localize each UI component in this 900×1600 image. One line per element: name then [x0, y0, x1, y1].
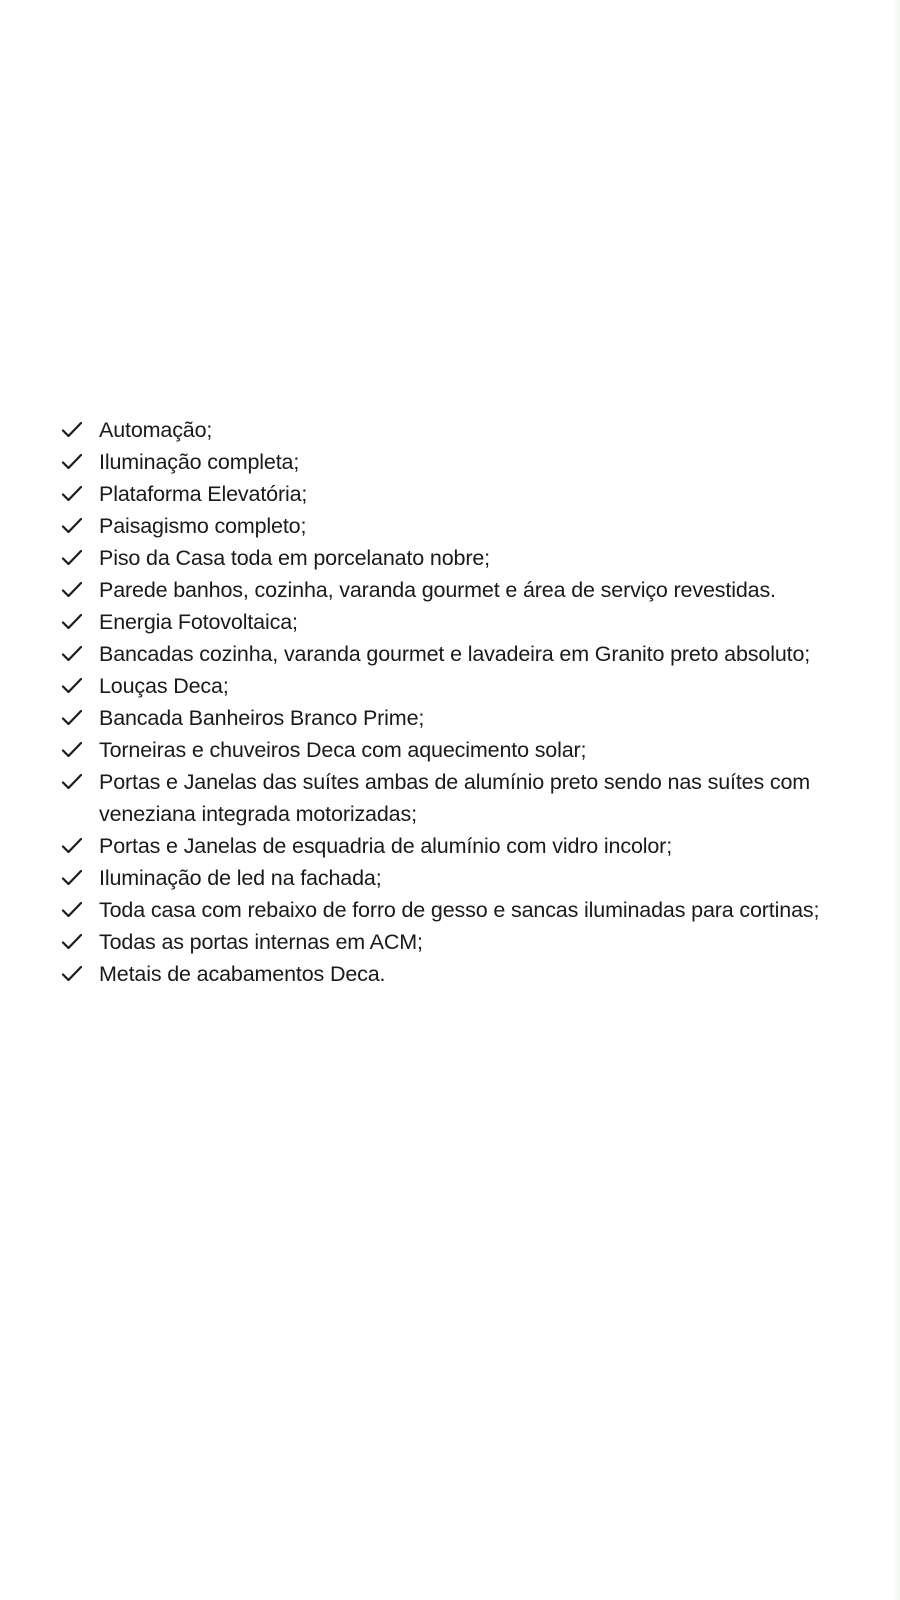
list-item-text: Energia Fotovoltaica; [99, 610, 298, 634]
list-item [0, 638, 900, 670]
checkmark-icon [60, 478, 86, 510]
list-item [0, 670, 900, 702]
list-item-text: Metais de acabamentos Deca. [99, 962, 386, 986]
list-item [0, 606, 900, 638]
list-item [0, 478, 900, 510]
features-checklist [0, 414, 900, 990]
list-item-text: Portas e Janelas das suítes ambas de alumínio preto sendo nas suítes com veneziana integrada motorizadas; [99, 770, 811, 826]
checkmark-icon [60, 574, 86, 606]
list-item-text: Iluminação completa; [99, 450, 300, 474]
list-item [0, 510, 900, 542]
checkmark-icon [60, 830, 86, 862]
checkmark-icon [60, 734, 86, 766]
list-item-text: Toda casa com rebaixo de forro de gesso e sancas iluminadas para cortinas; [99, 898, 820, 922]
list-item-text: Portas e Janelas de esquadria de alumínio com vidro incolor; [99, 834, 673, 858]
checkmark-icon [60, 862, 86, 894]
list-item [0, 702, 900, 734]
list-item-text: Piso da Casa toda em porcelanato nobre; [99, 546, 490, 570]
checkmark-icon [60, 702, 86, 734]
checkmark-icon [60, 606, 86, 638]
checkmark-icon [60, 926, 86, 958]
checkmark-icon [60, 670, 86, 702]
list-item-text: Paisagismo completo; [99, 514, 307, 538]
list-item-text: Parede banhos, cozinha, varanda gourmet e área de serviço revestidas. [99, 578, 776, 602]
list-item [0, 894, 900, 926]
list-item [0, 734, 900, 766]
list-item-text: Bancada Banheiros Branco Prime; [99, 706, 425, 730]
list-item-text: Louças Deca; [99, 674, 229, 698]
checkmark-icon [60, 638, 86, 670]
checkmark-icon [60, 414, 86, 446]
list-item-text: Todas as portas internas em ACM; [99, 930, 423, 954]
list-item [0, 574, 900, 606]
list-item [0, 766, 900, 830]
list-item-text: Automação; [99, 418, 213, 442]
checkmark-icon [60, 510, 86, 542]
list-item [0, 446, 900, 478]
checkmark-icon [60, 894, 86, 926]
list-item [0, 542, 900, 574]
checkmark-icon [60, 446, 86, 478]
list-item-text: Iluminação de led na fachada; [99, 866, 382, 890]
list-item [0, 862, 900, 894]
list-item [0, 414, 900, 446]
list-item-text: Torneiras e chuveiros Deca com aquecimento solar; [99, 738, 587, 762]
checkmark-icon [60, 542, 86, 574]
checkmark-icon [60, 766, 86, 798]
list-item-text: Bancadas cozinha, varanda gourmet e lavadeira em Granito preto absoluto; [99, 642, 811, 666]
list-item [0, 958, 900, 990]
list-item [0, 926, 900, 958]
checkmark-icon [60, 958, 86, 990]
list-item-text: Plataforma Elevatória; [99, 482, 308, 506]
list-item [0, 830, 900, 862]
